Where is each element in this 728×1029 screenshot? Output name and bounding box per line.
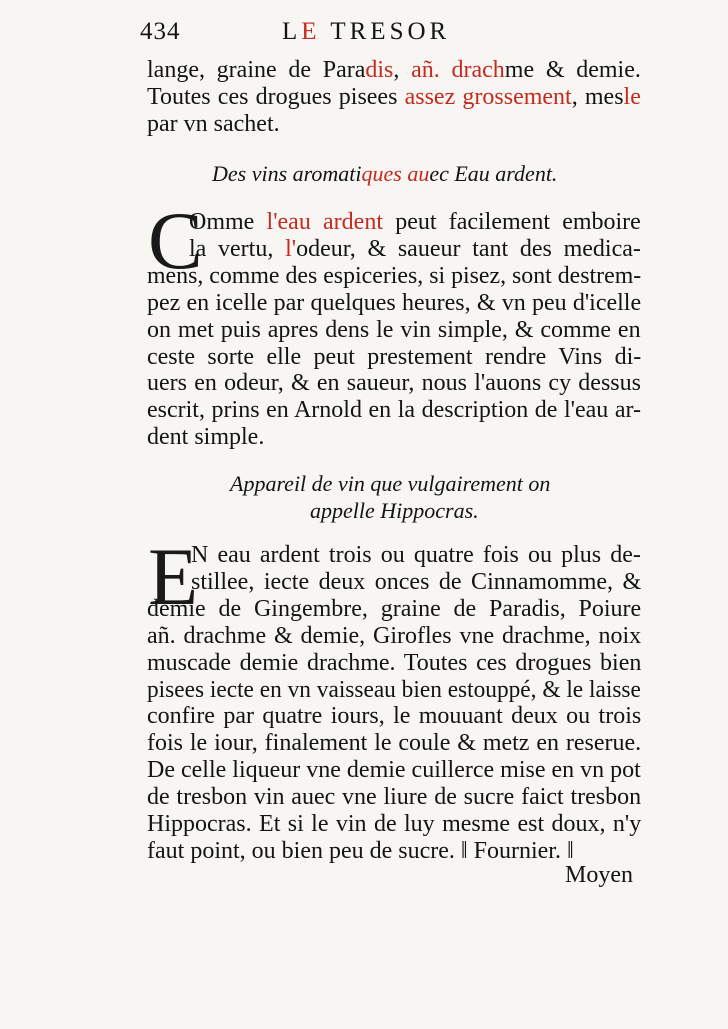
drop-cap-c: C bbox=[148, 195, 203, 286]
page-number: 434 bbox=[140, 18, 181, 45]
text-line: ceste sorte elle peut prestement rendre Vins di- bbox=[147, 343, 642, 370]
text-line: demie de Gingembre, graine de Paradis, Poiure bbox=[147, 595, 642, 622]
text-line: pisees iecte en vn vaisseau bien estouppé, & le laisse bbox=[147, 676, 641, 703]
running-head: LE TRESOR bbox=[282, 18, 451, 45]
section-title-hippocras-line1: Appareil de vin que vulgairement on bbox=[230, 471, 551, 496]
text-line: pez en icelle par quelques heures, & vn peu d'icelle bbox=[147, 289, 642, 316]
text-line: de tresbon vin auec vne liure de sucre faict tresbon bbox=[147, 784, 642, 811]
text-line: escrit, prins en Arnold en la description de l'eau ar- bbox=[147, 397, 642, 424]
text-line: confire par quatre iours, le mouuant deux ou trois bbox=[147, 703, 642, 730]
text-line: N eau ardent trois ou quatre fois ou plus de- bbox=[191, 542, 641, 568]
text-line: uers en odeur, & en saueur, nous l'auons cy dessus bbox=[147, 370, 641, 397]
text-line: añ. drachme & demie, Girofles vne drachme, noix bbox=[147, 622, 642, 649]
section-title-vins-aromatiques: Des vins aromatiques auec Eau ardent. bbox=[212, 161, 558, 186]
text-line: par vn sachet. bbox=[147, 111, 280, 137]
text-line: faut point, ou bien peu de sucre. ‖ Fournier. ‖ bbox=[147, 837, 574, 864]
drop-cap-e: E bbox=[148, 531, 199, 622]
text-line: muscade demie drachme. Toutes ces drogues bien bbox=[147, 649, 642, 676]
text-line: De celle liqueur vne demie cuillerce mise en vn pot bbox=[147, 757, 641, 784]
text-line: Hippocras. Et si le vin de luy mesme est doux, n'y bbox=[147, 811, 642, 837]
text-line: mens, comme des espiceries, si pisez, sont destrem- bbox=[147, 262, 642, 289]
text-line: la vertu, l'odeur, & saueur tant des medica- bbox=[189, 235, 641, 262]
catchword: Moyen bbox=[565, 862, 633, 888]
text-line: stillee, iecte deux onces de Cinnamomme, & bbox=[191, 568, 642, 595]
text-line: lange, graine de Paradis, añ. drachme & demie. bbox=[147, 57, 641, 83]
text-line: Omme l'eau ardent peut facilement emboire bbox=[189, 209, 641, 235]
text-line: on met puis apres dens le vin simple, & comme en bbox=[147, 316, 641, 343]
page-header bbox=[140, 18, 635, 50]
text-line: fois le iour, finalement le coule & metz en reserue. bbox=[147, 730, 642, 757]
text-line: dent simple. bbox=[147, 424, 265, 451]
text-line: Toutes ces drogues pisees assez grossement, mesle bbox=[147, 84, 641, 110]
section-title-hippocras-line2: appelle Hippocras. bbox=[310, 498, 479, 523]
